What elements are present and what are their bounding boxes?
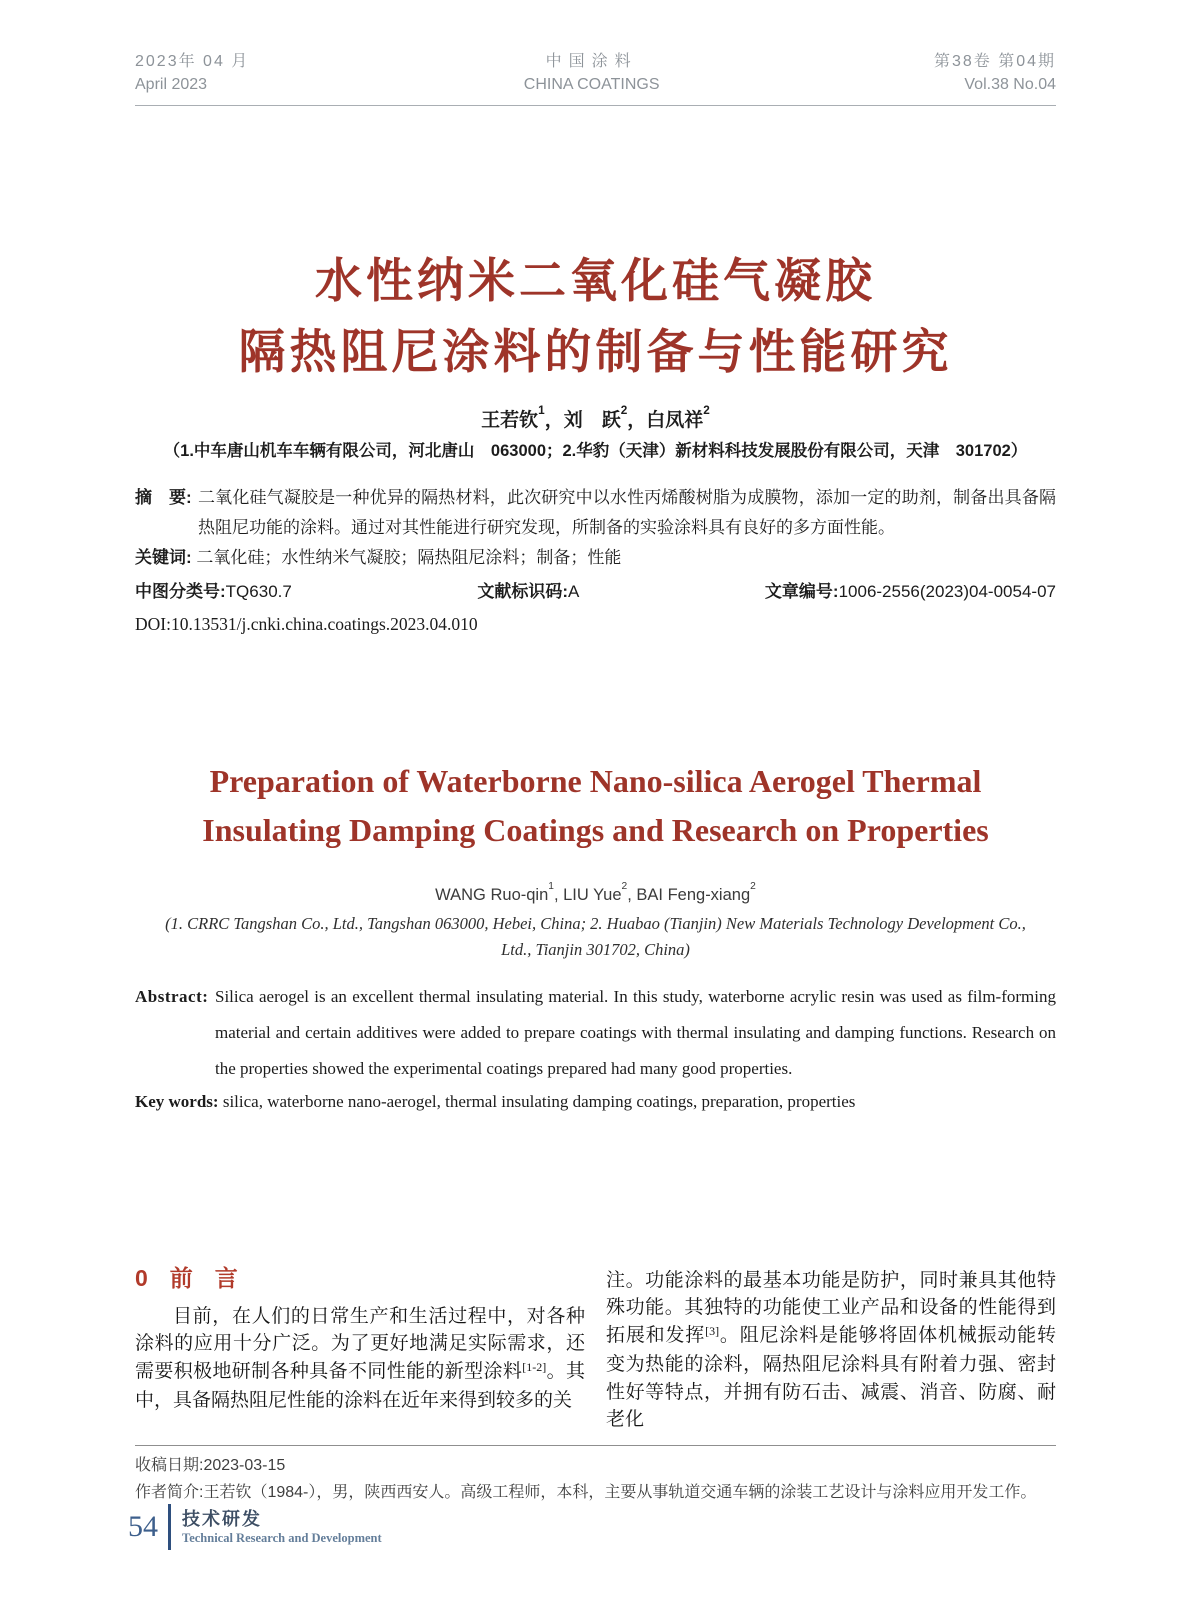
header-journal (524, 50, 660, 96)
author-bio-label: 作者简介: (135, 1483, 204, 1501)
author-cn: 王若钦$^1$ (481, 403, 545, 432)
paper-title-en-line1: Preparation of Waterborne Nano-silica Aerogel Thermal (209, 763, 982, 800)
affiliation-en (135, 911, 1056, 963)
article-id (765, 578, 1056, 606)
authors-cn (135, 402, 1056, 434)
clc-label: 中图分类号: (135, 582, 226, 602)
keywords-en-label: Key words: (135, 1091, 219, 1111)
issue-cn: 第38卷 第04期 (933, 53, 1056, 70)
abstract-cn-label: 摘 要: (135, 488, 192, 508)
keywords-cn (135, 543, 1056, 573)
author-affil-sup: 2 (750, 880, 756, 892)
section-heading-intro (135, 1263, 585, 1293)
author-en: WANG Ruo-qin$^1$ (435, 880, 554, 904)
received-date (135, 1452, 1056, 1479)
journal-name-en: CHINA COATINGS (523, 76, 660, 93)
footer-column-name (182, 1508, 382, 1547)
clc-number (135, 578, 292, 606)
doc-code-value: A (568, 582, 580, 602)
author-affil-sup: 2 (621, 880, 628, 892)
abstract-cn-text: 二氧化硅气凝胶是一种优异的隔热材料，此次研究中以水性丙烯酸树脂为成膜物，添加一定的助剂，制备出具备隔热阻尼功能的涂料。通过对其性能进行研究发现，所制备的实验涂料具有良好的多方面性能。 (198, 488, 1056, 538)
author-cn: ，刘 跃$^2$ (544, 403, 628, 432)
author-bio-value: 王若钦（1984-），男，陕西西安人。高级工程师，本科，主要从事轨道交通车辆的涂装工艺设计与涂料应用开发工作。 (203, 1483, 1037, 1501)
footer-divider-bar (168, 1504, 171, 1550)
issue-en: Vol.38 No.04 (964, 76, 1056, 93)
keywords-en (135, 1087, 1056, 1117)
author-cn: ，白凤祥$^2$ (627, 403, 710, 432)
author-bio (135, 1479, 1056, 1506)
footer-column-cn: 技术研发 (182, 1508, 262, 1529)
paper-title-en-line2: Insulating Damping Coatings and Research on Properties (202, 812, 989, 849)
affiliation-en-line1: (1. CRRC Tangshan Co., Ltd., Tangshan 063000, Hebei, China; 2. Huabao (Tianjin) New Materials Technology Development Co., (165, 913, 1026, 933)
affiliation-cn: （1.中车唐山机车车辆有限公司，河北唐山 063000；2.华豹（天津）新材料科技发展股份有限公司，天津 301702） (163, 442, 1028, 461)
citation-ref: [1-2] (522, 1360, 547, 1375)
doc-code-label: 文献标识码: (477, 582, 569, 602)
author-affil-sup: 1 (538, 403, 545, 417)
author-en: , BAI Feng-xiang$^2$ (627, 880, 756, 904)
body-paragraph-left: 目前，在人们的日常生产和生活过程中，对各种涂料的应用十分广泛。为了更好地满足实际需求，还需要积极地研制各种具备不同性能的新型涂料[1-2]。其中，具备隔热阻尼性能的涂料在近年来得到较多的关 (135, 1305, 585, 1412)
clc-value: TQ630.7 (225, 582, 292, 602)
affiliation-en-line2: Ltd., Tianjin 301702, China) (501, 939, 690, 959)
document-code (477, 578, 579, 606)
authors-en (135, 879, 1056, 907)
doi: DOI:10.13531/j.cnki.china.coatings.2023.04.010 (135, 614, 478, 635)
footnote (135, 1452, 1056, 1506)
header-date-cn: 2023年 04 月 (135, 53, 250, 70)
paper-title-en (135, 757, 1056, 855)
journal-name-cn: 中国涂料 (545, 53, 638, 70)
body-columns (135, 1263, 1056, 1434)
abstract-cn (135, 483, 1056, 543)
abstract-en-label: Abstract: (135, 986, 209, 1006)
header-date-en: April 2023 (135, 76, 208, 93)
footer-column-en: Technical Research and Development (182, 1530, 382, 1545)
received-date-label: 收稿日期: (135, 1456, 204, 1474)
keywords-cn-label: 关键词: (135, 548, 192, 568)
paper-title-cn-line1: 水性纳米二氧化硅气凝胶 (315, 254, 876, 307)
abstract-en-text: Silica aerogel is an excellent thermal insulating material. In this study, waterborne acrylic resin was used as film-forming material and certain additives were added to prepare coatings with thermal insulating and damping functions. Research on the properties showed the experimental coatings prepared had many good properties. (215, 986, 1056, 1078)
body-paragraph-right: 注。功能涂料的最基本功能是防护，同时兼具其他特殊功能。其独特的功能使工业产品和设备的性能得到拓展和发挥[3]。阻尼涂料是能够将固体机械振动能转变为热能的涂料，隔热阻尼涂料具有附着力强、密封性好等特点，并拥有防石击、减震、消音、防腐、耐老化 (606, 1269, 1056, 1431)
abstract-en (135, 979, 1056, 1087)
classification-row (135, 578, 1056, 606)
header-date (135, 50, 249, 96)
section-number: 0 (135, 1264, 148, 1291)
body-column-right (606, 1263, 1056, 1434)
body-column-left (135, 1263, 585, 1434)
citation-ref: [3] (705, 1324, 720, 1339)
author-affil-sup: 2 (620, 403, 628, 417)
keywords-en-text: silica, waterborne nano-aerogel, thermal insulating damping coatings, preparation, properties (222, 1091, 856, 1111)
paper-title-cn (135, 245, 1056, 387)
journal-header (135, 0, 1056, 106)
keywords-cn-text: 二氧化硅；水性纳米气凝胶；隔热阻尼涂料；制备；性能 (196, 548, 622, 568)
article-id-label: 文章编号: (764, 582, 839, 602)
author-en: , LIU Yue$^2$ (553, 880, 628, 904)
author-affil-sup: 2 (703, 403, 710, 417)
footnote-divider (135, 1445, 1056, 1446)
header-issue (934, 50, 1056, 96)
section-title: 前言 (169, 1264, 260, 1291)
page-number: 54 (128, 1510, 158, 1543)
page-footer (128, 1504, 382, 1550)
author-affil-sup: 1 (548, 880, 554, 892)
article-id-value: 1006-2556(2023)04-0054-07 (838, 582, 1056, 602)
paper-title-cn-line2: 隔热阻尼涂料的制备与性能研究 (238, 325, 953, 378)
received-date-value: 2023-03-15 (203, 1456, 286, 1474)
